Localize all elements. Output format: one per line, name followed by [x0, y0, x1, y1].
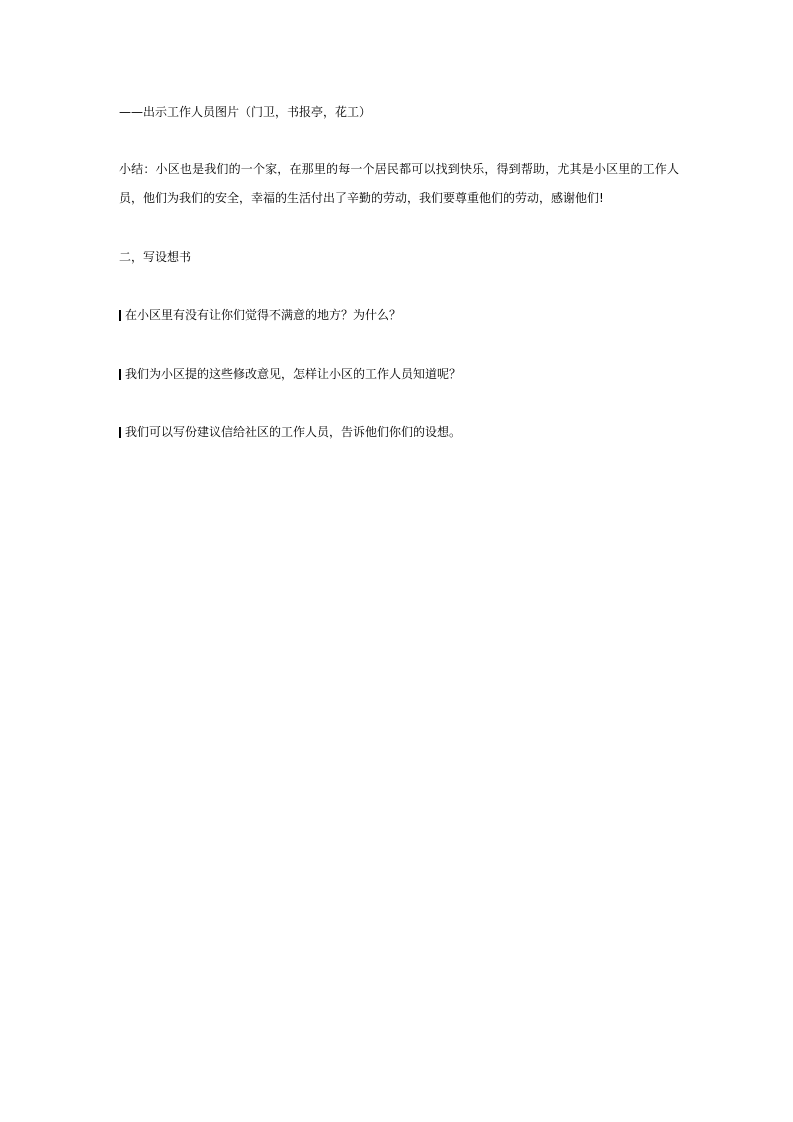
question-text: 我们为小区提的这些修改意见，怎样让小区的工作人员知道呢？ [125, 367, 462, 381]
question-text: 我们可以写份建议信给社区的工作人员，告诉他们你们的设想。 [125, 425, 462, 439]
intro-line: ——出示工作人员图片（门卫，书报亭，花工） [119, 105, 372, 119]
summary-paragraph: 小结：小区也是我们的一个家，在那里的每一个居民都可以找到快乐，得到帮助，尤其是小区里的工作人员，他们为我们的安全，幸福的生活付出了辛勤的劳动，我们要尊重他们的劳动，感谢他们! [119, 162, 679, 205]
bullet-marker [119, 369, 121, 380]
bullet-marker [119, 310, 121, 321]
question-item-3 [119, 425, 461, 439]
bullet-marker [119, 427, 121, 438]
question-item-2 [119, 367, 461, 381]
question-item-1 [119, 308, 401, 322]
question-text: 在小区里有没有让你们觉得不满意的地方？为什么？ [125, 308, 402, 322]
section-heading: 二，写设想书 [119, 250, 192, 264]
